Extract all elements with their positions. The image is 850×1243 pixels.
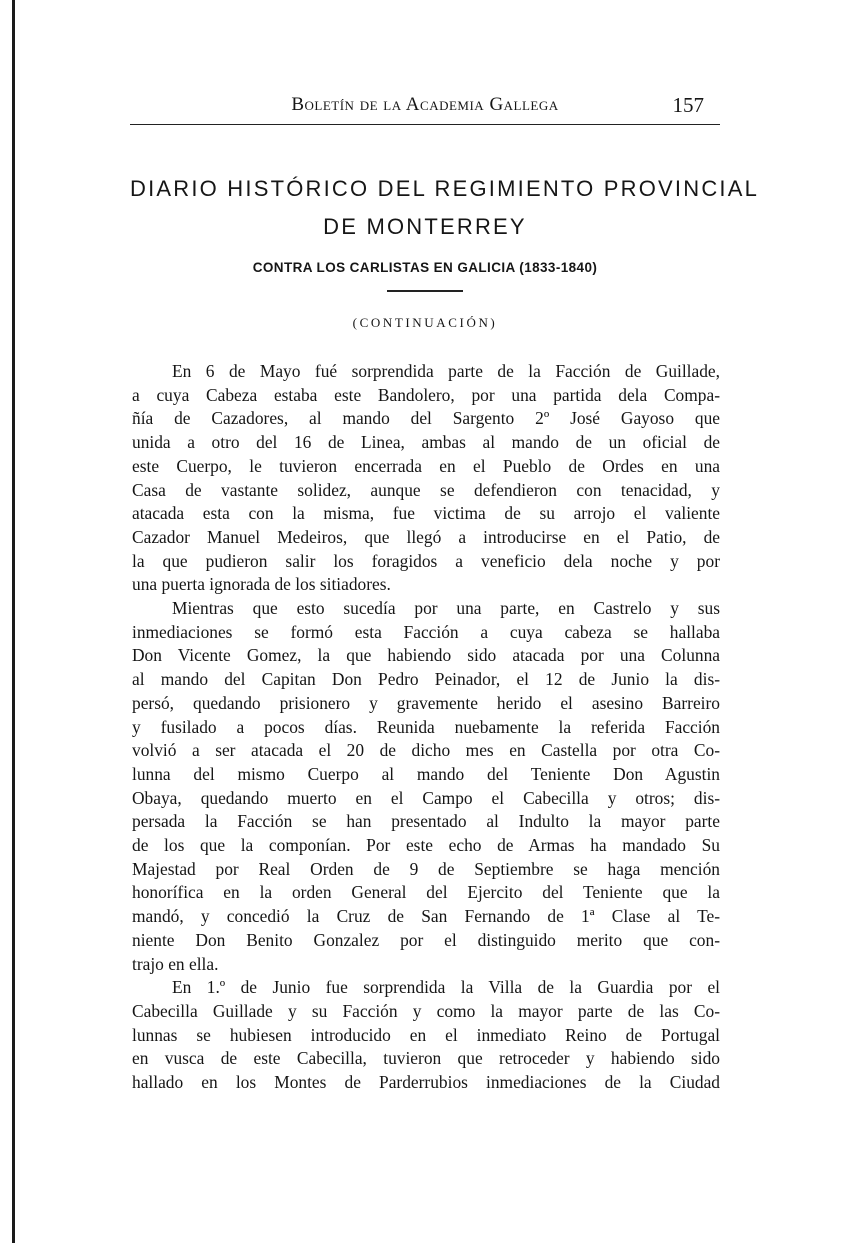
body-line: persada la Facción se han presentado al Indulto la mayor parte [132,811,720,832]
body-line: Casa de vastante solidez, aunque se defendieron con tenacidad, y [132,479,720,500]
article-subtitle: CONTRA LOS CARLISTAS EN GALICIA (1833-1840) [252,260,598,275]
body-line: Obaya, quedando muerto en el Campo el Cabecilla y otros; dis- [132,787,720,808]
body-line: Don Vicente Gomez, la que habiendo sido atacada por una Colunna [132,645,720,666]
body-line: En 6 de Mayo fué sorprendida parte de la Facción de Guillade, [172,361,720,381]
article-body [132,360,720,1095]
body-line: Mientras que esto sucedía por una parte, en Castrelo y sus [172,598,720,619]
body-line: volvió a ser atacada el 20 de dicho mes en Castella por otra Co- [132,740,720,761]
body-line: unida a otro del 16 de Linea, ambas al mando de un oficial de [132,432,720,453]
body-line: a cuya Cabeza estaba este Bandolero, por una partida dela Compa- [132,384,720,405]
body-line: hallado en los Montes de Parderrubios inmediaciones de la Ciudad [132,1072,720,1093]
article-title-line-1: DIARIO HISTÓRICO DEL REGIMIENTO PROVINCIAL [130,176,760,201]
body-line: la que pudieron salir los foragidos a veneficio dela noche y por [132,550,720,571]
body-line: honorífica en la orden General del Ejercito del Teniente que la [132,882,720,903]
body-line: lunna del mismo Cuerpo al mando del Teniente Don Agustin [132,763,720,784]
body-line: al mando del Capitan Don Pedro Peinador, el 12 de Junio la dis- [132,669,720,690]
body-line: inmediaciones se formó esta Facción a cuya cabeza se hallaba [132,621,720,642]
body-line: Cazador Manuel Medeiros, que llegó a introducirse en el Patio, de [132,526,720,547]
continuation-label: (CONTINUACIÓN) [352,315,498,330]
body-line: y fusilado a pocos días. Reunida nuebamente la referida Facción [132,716,720,737]
body-line: atacada esta con la misma, fue victima de su arrojo el valiente [132,503,720,524]
body-line: Cabecilla Guillade y su Facción y como la mayor parte de las Co- [132,1000,720,1021]
body-line: una puerta ignorada de los sitiadores. [132,574,391,595]
body-line: ñía de Cazadores, al mando del Sargento 2º José Gayoso que [132,408,720,429]
body-line: de los que la componían. Por este echo de Armas ha mandado Su [132,835,720,856]
page-edge-rule [12,0,15,1243]
body-line: este Cuerpo, le tuvieron encerrada en el Pueblo de Ordes en una [132,455,720,476]
running-title: Boletín de la Academia Gallega [291,94,559,115]
running-header [130,94,720,125]
page-number: 157 [672,93,704,117]
body-line: niente Don Benito Gonzalez por el distinguido merito que con- [132,929,720,950]
body-line: En 1.º de Junio fue sorprendida la Villa de la Guardia por el [172,977,720,998]
body-line: persó, quedando prisionero y gravemente herido el asesino Barreiro [132,692,720,713]
body-line: lunnas se hubiesen introducido en el inmediato Reino de Portugal [132,1024,720,1045]
body-line: en vusca de este Cabecilla, tuvieron que retroceder y habiendo sido [132,1048,720,1069]
title-divider [387,290,463,292]
body-line: mandó, y concedió la Cruz de San Fernando de 1ª Clase al Te- [132,906,720,927]
article-title-line-2: DE MONTERREY [323,214,527,239]
body-line: Majestad por Real Orden de 9 de Septiembre se haga mención [132,858,720,879]
body-line: trajo en ella. [132,953,219,974]
